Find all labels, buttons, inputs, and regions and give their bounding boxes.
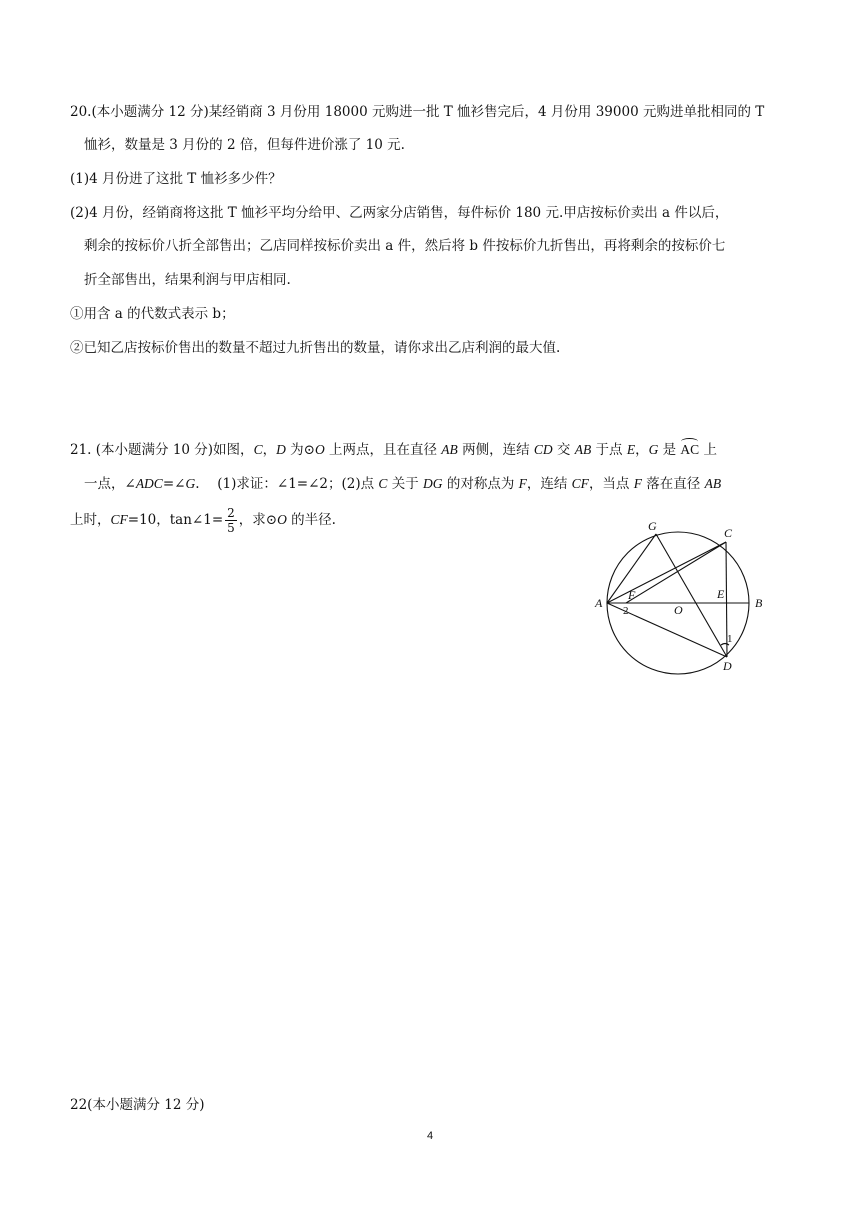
page-number: 4 <box>426 1130 434 1142</box>
circle-geometry-figure <box>590 518 770 678</box>
q20-line-7: ①用含 a 的代数式表示 b； <box>70 306 235 322</box>
q20-line-1: 20.(本小题满分 12 分)某经销商 3 月份用 18000 元购进一批 T 恤衫售完后，4 月份用 39000 元购进单批相同的 T <box>70 104 765 120</box>
q20-line-3: (1)4 月份进了这批 T 恤衫多少件？ <box>70 171 282 187</box>
label-a: A <box>595 596 603 610</box>
label-b: B <box>755 596 763 610</box>
q20-line-5: 剩余的按标价八折全部售出；乙店同样按标价卖出 a 件，然后将 b 件按标价九折售出，再将剩余的按标价七 <box>84 238 726 254</box>
q22-heading: 22(本小题满分 12 分) <box>70 1097 205 1113</box>
q21-line-1: 21. (本小题满分 10 分)如图，C，D 为⊙O 上两点，且在直径 AB 两侧，连结 CD 交 AB 于点 E，G 是 AC 上 <box>70 442 717 458</box>
label-angle-1: 1 <box>727 633 733 645</box>
q21-line-3: 上时，CF=10，tan∠1= $\frac{2}{5}$ ，求⊙O 的半径. <box>70 506 336 535</box>
q20-line-6: 折全部售出，结果利润与甲店相同. <box>84 272 291 288</box>
label-f: F <box>628 588 636 602</box>
label-e: E <box>717 587 725 601</box>
label-d: D <box>723 659 732 673</box>
label-c: C <box>724 526 733 540</box>
q20-line-4: (2)4 月份，经销商将这批 T 恤衫平均分给甲、乙两家分店销售，每件标价 180 元.甲店按标价卖出 a 件以后， <box>70 205 729 221</box>
segment-fc <box>626 542 726 603</box>
label-g: G <box>648 519 657 533</box>
arc-ac-symbol: AC <box>680 442 700 457</box>
fraction-two-fifths: $\frac{2}{5}$ <box>227 506 235 535</box>
q21-line-2: 一点，∠ADC=∠G. (1)求证：∠1=∠2；(2)点 C 关于 DG 的对称点为 F，连结 CF，当点 F 落在直径 AB <box>84 476 722 492</box>
label-o: O <box>674 603 683 617</box>
q20-line-8: ②已知乙店按标价售出的数量不超过九折售出的数量，请你求出乙店利润的最大值. <box>70 340 561 356</box>
label-angle-2: 2 <box>623 605 629 617</box>
q20-line-2: 恤衫，数量是 3 月份的 2 倍，但每件进价涨了 10 元. <box>84 137 405 153</box>
